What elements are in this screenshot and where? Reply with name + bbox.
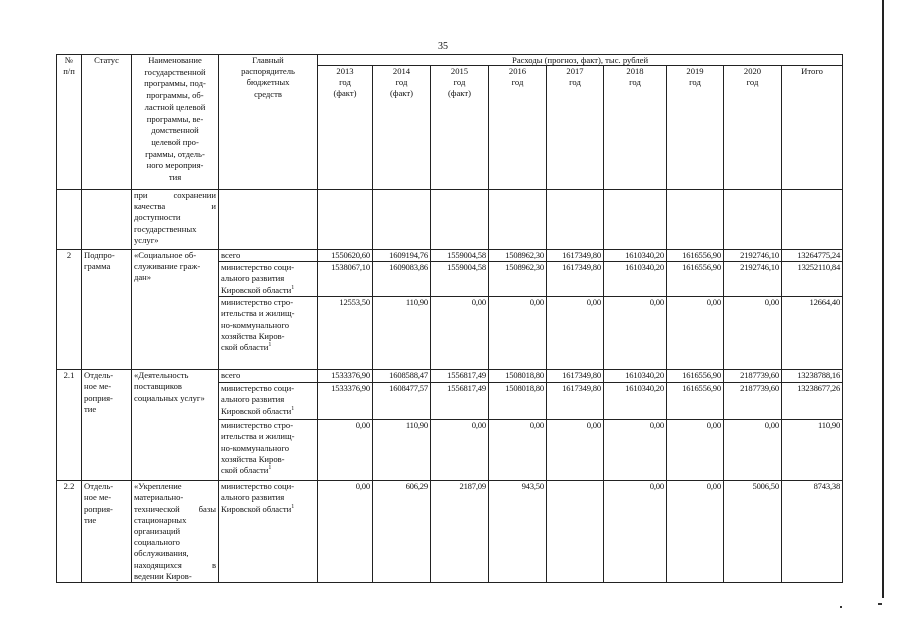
value-cell: 0,00 [724, 420, 782, 481]
empty-cell [431, 190, 489, 250]
value-cell: 0,00 [604, 481, 667, 583]
scan-speck [878, 603, 882, 605]
empty-cell [219, 190, 318, 250]
row-number: 2 [57, 250, 82, 370]
total-cell: 13238788,16 [782, 370, 843, 383]
empty-cell [57, 190, 82, 250]
value-cell: 1508018,80 [489, 383, 547, 420]
value-cell: 5006,50 [724, 481, 782, 583]
header-year-cell [724, 66, 782, 190]
executor-text: министерство соци- ального развития Кировской области [221, 383, 295, 416]
value-cell: 0,00 [318, 481, 373, 583]
row-number: 2.2 [57, 481, 82, 583]
row-status: Отдель- ное ме- роприя- тие [84, 370, 114, 414]
empty-cell [667, 190, 724, 250]
scan-edge-line [882, 0, 884, 598]
executor-name: всего [221, 250, 241, 260]
value-cell: 1617349,80 [547, 250, 604, 262]
table-row [57, 481, 843, 583]
value-cell: 1617349,80 [547, 370, 604, 383]
header-expenses-cell [318, 55, 843, 66]
value-cell: 2192746,10 [724, 262, 782, 297]
header-status-cell [82, 55, 132, 190]
empty-cell [724, 190, 782, 250]
executor-cell [219, 250, 318, 262]
empty-cell [82, 190, 132, 250]
empty-cell [604, 190, 667, 250]
row-name: «Деятельность поставщиков социальных услуг» [132, 370, 219, 481]
row-status-cell [82, 250, 132, 370]
header-year-cell [489, 66, 547, 190]
value-cell: 0,00 [667, 297, 724, 370]
header-name: Наименование государственной программы, под- программы, об- ластной целевой программы, ве- домственной целевой про- граммы, отдель- ного мероприя- тия [144, 55, 206, 183]
total-cell: 13238677,26 [782, 383, 843, 420]
header-num-cell [57, 55, 82, 190]
value-cell: 0,00 [604, 420, 667, 481]
executor-name [221, 262, 315, 296]
executor-cell [219, 262, 318, 297]
header-year-cell [431, 66, 489, 190]
value-cell: 1616556,90 [667, 370, 724, 383]
value-cell: 1559004,58 [431, 262, 489, 297]
value-cell: 1617349,80 [547, 262, 604, 297]
executor-cell [219, 383, 318, 420]
value-cell: 0,00 [547, 297, 604, 370]
value-cell: 1608477,57 [373, 383, 431, 420]
value-cell: 0,00 [667, 420, 724, 481]
header-year-2013: 2013 год (факт) [333, 66, 357, 99]
header-year-2016: 2016 год [508, 66, 527, 88]
executor-cell [219, 297, 318, 370]
value-cell: 0,00 [431, 420, 489, 481]
scan-speck [840, 606, 842, 608]
header-name-cell [132, 55, 219, 190]
value-cell: 0,00 [431, 297, 489, 370]
value-cell: 0,00 [547, 420, 604, 481]
value-cell: 1533376,90 [318, 383, 373, 420]
value-cell: 2192746,10 [724, 250, 782, 262]
executor-name [221, 383, 315, 417]
row-name: «Укрепление материально-технической базы стационарных организаций социального обслуживания, находящихся в ведении Киров- [132, 481, 219, 583]
value-cell: 1556817,49 [431, 383, 489, 420]
value-cell: 110,90 [373, 297, 431, 370]
value-cell: 2187739,60 [724, 383, 782, 420]
value-cell: 0,00 [604, 297, 667, 370]
empty-cell [373, 190, 431, 250]
header-year-cell [604, 66, 667, 190]
value-cell: 2187,09 [431, 481, 489, 583]
executor-text: министерство соци- ального развития Кировской области [221, 262, 295, 295]
header-year-2020: 2020 год [743, 66, 762, 88]
value-cell: 1533376,90 [318, 370, 373, 383]
table-row [57, 250, 843, 262]
value-cell: 0,00 [318, 420, 373, 481]
footnote-mark: 1 [268, 465, 272, 472]
value-cell: 1617349,80 [547, 383, 604, 420]
value-cell: 110,90 [373, 420, 431, 481]
header-executor-cell [219, 55, 318, 190]
value-cell: 1508018,80 [489, 370, 547, 383]
header-year-cell [667, 66, 724, 190]
empty-cell [318, 190, 373, 250]
empty-cell [489, 190, 547, 250]
value-cell: 1508962,30 [489, 250, 547, 262]
total-cell: 110,90 [782, 420, 843, 481]
value-cell: 1610340,20 [604, 383, 667, 420]
row-name-cell [132, 250, 219, 370]
header-num: № п/п [63, 55, 75, 77]
executor-text: министерство соци- ального развития Кировской области [221, 481, 295, 514]
value-cell: 1616556,90 [667, 250, 724, 262]
row-status-cell [82, 370, 132, 481]
header-year-2019: 2019 год [686, 66, 704, 88]
table-row [57, 370, 843, 383]
value-cell: 1609083,86 [373, 262, 431, 297]
row-name: «Социальное об- служивание граж- дан» [134, 250, 201, 283]
value-cell [547, 481, 604, 583]
value-cell: 606,29 [373, 481, 431, 583]
value-cell: 1550620,60 [318, 250, 373, 262]
value-cell: 1616556,90 [667, 383, 724, 420]
continuation-row [57, 190, 843, 250]
value-cell: 1610340,20 [604, 262, 667, 297]
header-total-cell [782, 66, 843, 190]
executor-name [221, 297, 315, 353]
value-cell: 1608588,47 [373, 370, 431, 383]
value-cell: 12553,50 [318, 297, 373, 370]
value-cell: 1609194,76 [373, 250, 431, 262]
value-cell: 1508962,30 [489, 262, 547, 297]
row-status-cell [82, 481, 132, 583]
value-cell: 1538067,10 [318, 262, 373, 297]
value-cell: 0,00 [724, 297, 782, 370]
continuation-name: при сохранении качества и доступности государственных услуг» [132, 190, 219, 250]
total-cell: 8743,38 [782, 481, 843, 583]
value-cell: 1610340,20 [604, 250, 667, 262]
value-cell: 0,00 [489, 420, 547, 481]
empty-cell [547, 190, 604, 250]
total-cell: 13252110,84 [782, 262, 843, 297]
budget-table [56, 54, 843, 583]
footnote-mark: 1 [291, 503, 295, 510]
header-row-top [57, 55, 843, 66]
executor-cell [219, 481, 318, 583]
total-cell: 13264775,24 [782, 250, 843, 262]
value-cell: 2187739,60 [724, 370, 782, 383]
executor-name: всего [221, 370, 241, 381]
header-status: Статус [94, 55, 119, 65]
header-year-cell [547, 66, 604, 190]
row-status: Подпро- грамма [84, 250, 115, 272]
row-number: 2.1 [57, 370, 82, 481]
header-year-2018: 2018 год [626, 66, 644, 88]
value-cell: 1556817,49 [431, 370, 489, 383]
header-executor: Главный распорядитель бюджетных средств [241, 55, 295, 99]
header-year-2017: 2017 год [566, 66, 584, 88]
header-year-cell [318, 66, 373, 190]
total-cell: 12664,40 [782, 297, 843, 370]
header-total: Итого [801, 66, 823, 76]
footnote-mark: 1 [291, 284, 295, 291]
executor-cell [219, 370, 318, 383]
executor-text: министерство стро- ительства и жилищ- но-коммунального хозяйства Киров- ской области [221, 297, 295, 353]
header-year-2014: 2014 год (факт) [390, 66, 413, 99]
value-cell: 943,50 [489, 481, 547, 583]
executor-text: министерство стро- ительства и жилищ- но-коммунального хозяйства Киров- ской области [221, 420, 295, 476]
value-cell: 1610340,20 [604, 370, 667, 383]
empty-cell [782, 190, 843, 250]
value-cell: 1616556,90 [667, 262, 724, 297]
executor-name [221, 420, 315, 476]
header-year-cell [373, 66, 431, 190]
header-year-2015: 2015 год (факт) [448, 66, 471, 99]
executor-cell [219, 420, 318, 481]
value-cell: 1559004,58 [431, 250, 489, 262]
row-status: Отдель- ное ме- роприя- тие [84, 481, 114, 525]
value-cell: 0,00 [489, 297, 547, 370]
value-cell: 0,00 [667, 481, 724, 583]
footnote-mark: 1 [268, 342, 272, 349]
executor-name [221, 481, 315, 515]
header-expenses: Расходы (прогноз, факт), тыс. рублей [512, 55, 649, 65]
footnote-mark: 1 [291, 405, 295, 412]
page-number: 35 [438, 41, 448, 52]
